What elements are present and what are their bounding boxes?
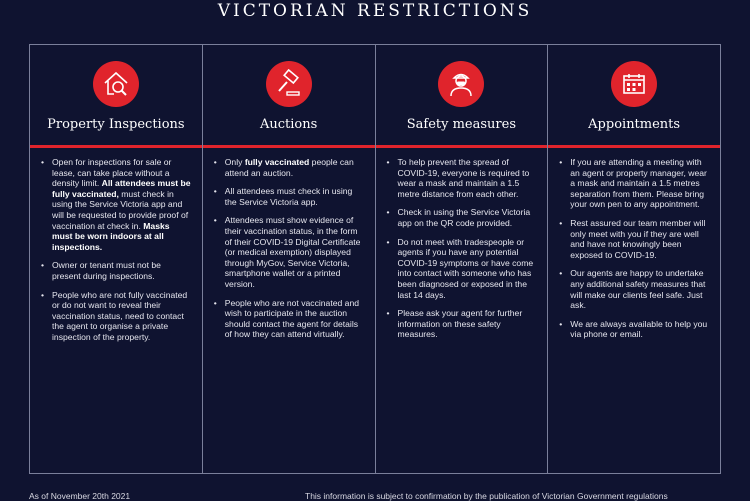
list-item: • To help prevent the spread of COVID-19, everyone is required to wear a mask and maintain a 1.5 metre distance from each other.	[387, 157, 538, 199]
list-item: • Rest assured our team member will only meet with you if they are well and have not knowingly been exposed to COVID-19.	[559, 218, 710, 260]
masked-person-icon	[438, 61, 484, 107]
column-safety-measures	[376, 45, 549, 473]
list-item: • Do not meet with tradespeople or agents if you have any potential COVID-19 symptoms or have come into contact with someone who has been diagnosed or exposed in the last 14 days.	[387, 237, 538, 301]
page-title: VICTORIAN RESTRICTIONS	[217, 1, 533, 21]
list-item: • Attendees must show evidence of their vaccination status, in the form of their COVID-19 Digital Certificate (or medical exemption) displayed through MyGov, Service Victoria, smartphone wallet or a printed version.	[214, 215, 365, 289]
list-item: • People who are not fully vaccinated or do not want to reveal their vaccination status, need to contact the agent to organise a private inspection of the property.	[41, 290, 192, 343]
list-item: • Please ask your agent for further information on these safety measures.	[387, 308, 538, 340]
bullet-list	[376, 148, 548, 348]
list-item: • Open for inspections for sale or lease, can take place without a density limit. All attendees must be fully vaccinated, must check in using the Service Victoria app and will be requested to provide proof of vaccination at check in. Masks must be worn indoors at all inspections.	[41, 157, 192, 252]
list-item: • If you are attending a meeting with an agent or property manager, wear a mask and maintain a 1.5 metres separation from them. Please bring your own pen to any appointment.	[559, 157, 710, 210]
bullet-list	[203, 148, 375, 348]
column-heading: Property Inspections	[47, 117, 185, 132]
list-item: • Check in using the Service Victoria app on the QR code provided.	[387, 207, 538, 228]
list-item: • We are always available to help you via phone or email.	[559, 319, 710, 340]
column-heading: Safety measures	[406, 117, 516, 132]
list-item: • Owner or tenant must not be present during inspections.	[41, 260, 192, 281]
column-auctions	[203, 45, 376, 473]
bullet-list	[548, 148, 720, 348]
restrictions-table	[29, 44, 721, 474]
footer-date: As of November 20th 2021	[29, 491, 131, 501]
gavel-icon	[266, 61, 312, 107]
list-item: • All attendees must check in using the Service Victoria app.	[214, 186, 365, 207]
calendar-icon	[611, 61, 657, 107]
column-heading: Auctions	[259, 117, 318, 132]
bullet-list	[30, 148, 202, 351]
column-property-inspections	[30, 45, 203, 473]
list-item: • People who are not vaccinated and wish to participate in the auction should contact the agent for details of how they can attend virtually.	[214, 298, 365, 340]
column-heading: Appointments	[588, 117, 681, 132]
list-item: • Our agents are happy to undertake any additional safety measures that will make our clients feel safe. Just ask.	[559, 268, 710, 310]
footer-disclaimer: This information is subject to confirmation by the publication of Victorian Government regulations	[305, 491, 668, 501]
house-search-icon	[93, 61, 139, 107]
column-appointments	[548, 45, 720, 473]
list-item: • Only fully vaccinated people can attend an auction.	[214, 157, 365, 178]
